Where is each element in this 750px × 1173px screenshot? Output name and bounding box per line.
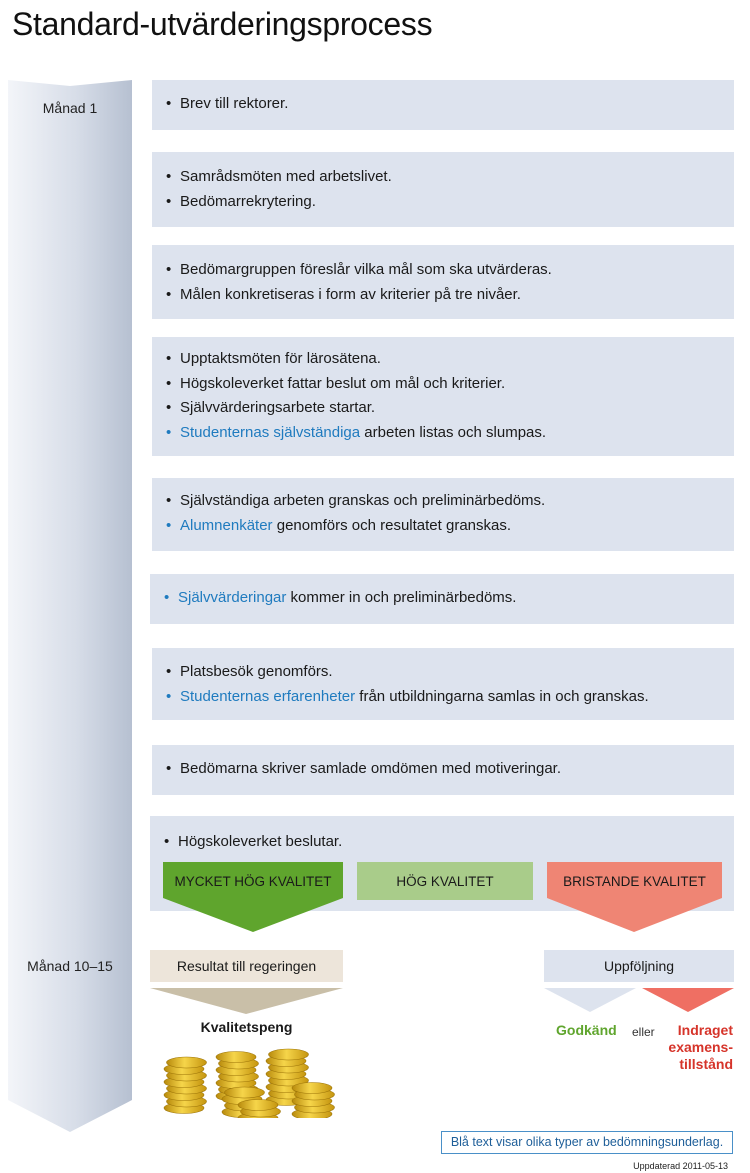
step-text: från utbildningarna samlas in och granskas. xyxy=(355,687,649,705)
bullet-icon: • xyxy=(166,663,172,680)
page-title: Standard-utvärderingsprocess xyxy=(12,6,433,42)
decision-shapes xyxy=(150,858,734,936)
bullet-icon: • xyxy=(166,687,172,705)
bullet-icon: • xyxy=(166,350,172,367)
step-line xyxy=(166,350,381,367)
basis-type-text: Självvärderingar xyxy=(178,589,287,606)
step-line xyxy=(164,589,516,606)
result-arrow xyxy=(150,988,343,1014)
step-text: Brev till rektorer. xyxy=(180,95,289,112)
very-high-quality-arrow xyxy=(163,862,343,932)
step-box-8 xyxy=(152,745,734,795)
or-label: eller xyxy=(632,1025,655,1039)
step-line xyxy=(166,688,649,705)
step-text: Upptaktsmöten för lärosätena. xyxy=(180,350,381,367)
step-box-6 xyxy=(150,574,734,624)
timeline-arrow xyxy=(8,80,132,1132)
bullet-icon: • xyxy=(166,261,172,278)
insufficient-quality-arrow xyxy=(547,862,722,932)
bullet-icon: • xyxy=(166,423,172,441)
result-label: Resultat till regeringen xyxy=(176,958,317,974)
step-line xyxy=(166,168,392,185)
bullet-icon: • xyxy=(166,192,172,210)
bullet-icon: • xyxy=(166,760,172,777)
updated-date: Uppdaterad 2011-05-13 xyxy=(633,1161,728,1171)
followup-label: Uppföljning xyxy=(603,958,675,974)
step-text: Högskoleverket beslutar. xyxy=(178,833,343,850)
step-text: Självständiga arbeten granskas och preliminärbedöms. xyxy=(180,492,546,509)
coin-icon xyxy=(167,1057,207,1068)
bullet-icon: • xyxy=(166,492,172,509)
step-box-5 xyxy=(152,478,734,551)
step-line xyxy=(166,95,288,112)
step-text: Självvärderingsarbete startar. xyxy=(180,399,376,416)
step-text: arbeten listas och slumpas. xyxy=(360,423,547,441)
step-box-1 xyxy=(152,80,734,130)
revoked-line: Indraget xyxy=(677,1022,733,1038)
followup-arrows xyxy=(544,988,734,1014)
step-box-3 xyxy=(152,245,734,319)
step-box-2 xyxy=(152,152,734,227)
basis-type-text: Studenternas erfarenheter xyxy=(180,687,356,705)
step-line xyxy=(166,663,333,680)
month-start-label: Månad 1 xyxy=(42,100,98,116)
step-text: Platsbesök genomförs. xyxy=(180,663,333,680)
step-line xyxy=(166,286,521,303)
step-box-4 xyxy=(152,337,734,456)
coin-icon xyxy=(292,1083,332,1094)
basis-type-text: Studenternas självständiga xyxy=(180,423,361,441)
approved-arrow xyxy=(544,988,636,1012)
coin-icon xyxy=(269,1049,309,1060)
step-line xyxy=(166,375,505,392)
coin-icon xyxy=(238,1100,278,1111)
step-text: kommer in och preliminärbedöms. xyxy=(286,589,517,606)
legend-note: Blå text visar olika typer av bedömningsunderlag. xyxy=(441,1131,733,1154)
approved-label: Godkänd xyxy=(556,1022,617,1038)
step-text: Bedömargruppen föreslår vilka mål som ska utvärderas. xyxy=(180,261,552,278)
step-line xyxy=(166,424,546,441)
coin-icon xyxy=(225,1087,265,1098)
step-line xyxy=(166,760,561,777)
bullet-icon: • xyxy=(166,516,172,534)
bullet-icon: • xyxy=(164,589,170,606)
revoked-label xyxy=(661,1022,733,1073)
bullet-icon: • xyxy=(166,399,172,416)
step-line xyxy=(166,193,316,210)
step-line xyxy=(166,261,552,278)
step-line xyxy=(166,492,545,509)
coins-icon xyxy=(155,1038,340,1118)
bullet-icon: • xyxy=(166,285,172,303)
revoked-line: examens- xyxy=(668,1039,733,1055)
step-text: Målen konkretiseras i form av kriterier på tre nivåer. xyxy=(180,285,521,303)
reward-label: Kvalitetspeng xyxy=(200,1019,293,1035)
revoked-arrow xyxy=(642,988,734,1012)
step-text: genomförs och resultatet granskas. xyxy=(272,516,512,534)
step-line xyxy=(164,833,342,850)
basis-type-text: Alumnenkäter xyxy=(180,516,273,534)
step-text: Bedömarrekrytering. xyxy=(180,192,316,210)
month-end-label: Månad 10–15 xyxy=(27,958,113,974)
very-high-quality-label: MYCKET HÖG KVALITET xyxy=(174,874,332,889)
bullet-icon: • xyxy=(166,95,172,112)
step-text: Högskoleverket fattar beslut om mål och kriterier. xyxy=(180,374,506,392)
step-line xyxy=(166,517,511,534)
bullet-icon: • xyxy=(164,833,170,850)
bullet-icon: • xyxy=(166,168,172,185)
coin-icon xyxy=(216,1052,256,1063)
step-line xyxy=(166,399,375,416)
bullet-icon: • xyxy=(166,374,172,392)
insufficient-quality-label: BRISTANDE KVALITET xyxy=(563,874,706,889)
high-quality-label: HÖG KVALITET xyxy=(396,874,494,889)
step-text: Samrådsmöten med arbetslivet. xyxy=(180,168,392,185)
step-box-7 xyxy=(152,648,734,720)
step-text: Bedömarna skriver samlade omdömen med motiveringar. xyxy=(180,760,561,777)
revoked-line: tillstånd xyxy=(679,1056,733,1072)
